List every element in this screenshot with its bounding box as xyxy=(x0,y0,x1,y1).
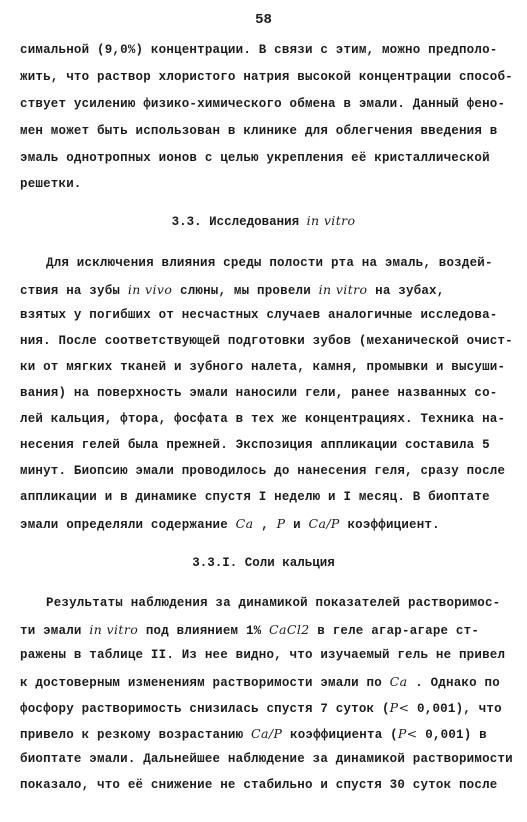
handwritten-annotation: P< xyxy=(389,700,410,715)
text-line: лей кальция, фтора, фосфата в тех же концентрациях. Техника на- xyxy=(20,412,506,426)
text-line: Результаты наблюдения за динамикой показателей растворимос- xyxy=(46,596,501,610)
text-line: ствует усилению физико-химического обмена в эмали. Данный фено- xyxy=(20,97,506,111)
handwritten-annotation: P< xyxy=(397,726,418,741)
text-line: привело к резкому возрастанию Ca/P коэффициента (P< 0,001) в xyxy=(20,726,487,742)
text-line: мен может быть использован в клинике для облегчения введения в xyxy=(20,124,498,138)
handwritten-annotation: Ca xyxy=(389,674,408,689)
text-line: биоптате эмали. Дальнейшее наблюдение за динамикой растворимости xyxy=(20,752,513,766)
text-line: эмали определяли содержание Ca , P и Ca/P коэффициент. xyxy=(20,516,440,532)
text-line: показало, что её снижение не стабильно и спустя 30 суток после xyxy=(20,778,498,792)
handwritten-annotation: CaCl2 xyxy=(269,622,310,637)
text-line: ния. После соответствующей подготовки зубов (механической очист- xyxy=(20,334,513,348)
handwritten-annotation: Ca xyxy=(235,516,254,531)
text-line: решетки. xyxy=(20,177,82,191)
text-line: симальной (9,0%) концентрации. В связи с этим, можно предполо- xyxy=(20,43,498,57)
text-line: фосфору растворимость снизилась спустя 7 суток (P< 0,001), что xyxy=(20,700,502,716)
text-line: ражены в таблице II. Из нее видно, что изучаемый гель не привел xyxy=(20,648,506,662)
handwritten-annotation: P xyxy=(276,516,286,531)
page-number: 58 xyxy=(255,12,272,28)
text-line: эмаль однотропных ионов с целью укрепления её кристаллической xyxy=(20,151,490,165)
text-line: жить, что раствор хлористого натрия высокой концентрации способ- xyxy=(20,70,513,84)
handwritten-annotation: in vivo xyxy=(127,282,173,297)
text-line: минут. Биопсию эмали проводилось до нанесения геля, сразу после xyxy=(20,464,506,478)
handwritten-annotation: in vitro xyxy=(318,282,368,297)
text-line: ствия на зубы in vivo слюны, мы провели in vitro на зубах, xyxy=(20,282,445,298)
text-line: ки от мягких тканей и зубного налета, камня, промывки и высуши- xyxy=(20,360,506,374)
section-number: 3.3. xyxy=(171,215,202,229)
handwritten-annotation: in vitro xyxy=(306,213,356,228)
text-line: ти эмали in vitro под влиянием 1% CaCl2 в геле агар-агаре ст- xyxy=(20,622,480,638)
handwritten-annotation: Ca/P xyxy=(251,726,283,741)
subsection-heading xyxy=(0,556,527,570)
text-line: аппликации и в динамике спустя I неделю и I месяц. В биоптате xyxy=(20,490,490,504)
handwritten-annotation: Ca/P xyxy=(308,516,340,531)
text-line: к достоверным изменениям растворимости эмали по Ca . Однако по xyxy=(20,674,500,690)
text-line: вания) на поверхность эмали наносили гели, ранее названных со- xyxy=(20,386,498,400)
section-title: Соли кальция xyxy=(244,556,335,570)
text-line: несения гелей была прежней. Экспозиция аппликации составила 5 xyxy=(20,438,490,452)
text-line: взятых у погибших от несчастных случаев аналогичные исследова- xyxy=(20,308,498,322)
section-number: 3.3.I. xyxy=(192,556,238,570)
section-heading xyxy=(0,213,527,229)
handwritten-annotation: in vitro xyxy=(89,622,139,637)
text-line: Для исключения влияния среды полости рта на эмаль, воздей- xyxy=(46,256,493,270)
section-title: Исследования xyxy=(209,215,300,229)
